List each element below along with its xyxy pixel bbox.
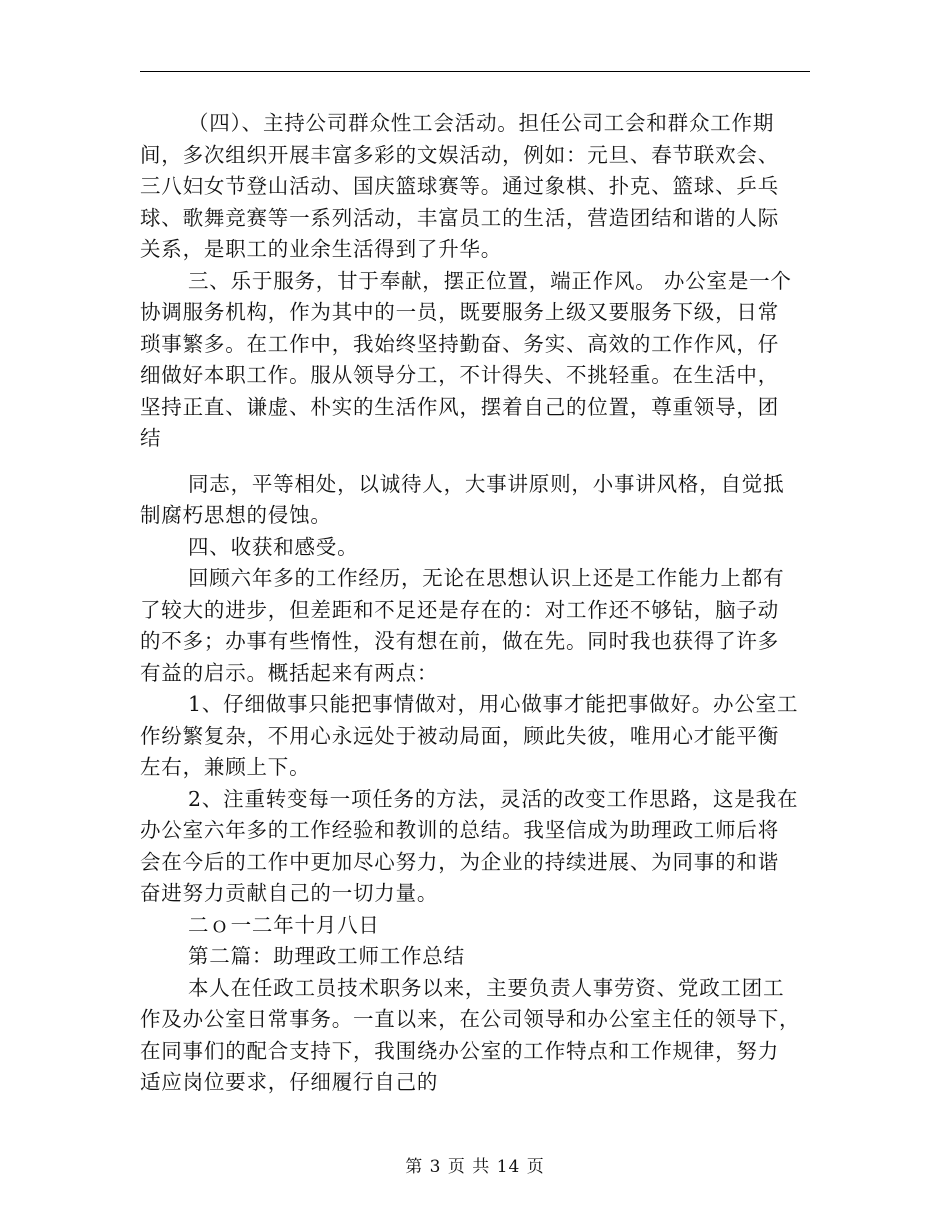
date-line: 二ｏ一二年十月八日 — [188, 912, 380, 937]
list-item-line: 奋进努力贡献自己的一切力量。 — [140, 881, 439, 905]
paragraph-line: 制腐朽思想的侵蚀。 — [140, 503, 332, 527]
paragraph-line: （四）、主持公司群众性工会活动。担任公司工会和群众工作期 — [188, 111, 775, 135]
paragraph-line: 回顾六年多的工作经历，无论在思想认识上还是工作能力上都有 — [188, 566, 785, 590]
list-item-line: 作纷繁复杂，不用心永远处于被动局面，顾此失彼，唯用心才能平衡 — [140, 723, 779, 748]
paragraph-line: 间，多次组织开展丰富多彩的文娱活动，例如：元旦、春节联欢会、 — [140, 142, 779, 167]
paragraph-line: 同志，平等相处，以诚待人，大事讲原则，小事讲风格，自觉抵 — [188, 471, 785, 496]
paragraph-line: 坚持正直、谦虚、朴实的生活作风，摆着自己的位置，尊重领导，团 — [140, 394, 779, 419]
list-item-line: 办公室六年多的工作经验和教训的总结。我坚信成为助理政工师后将 — [140, 818, 779, 842]
section-title: 第二篇：助理政工师工作总结 — [188, 944, 465, 968]
list-item-line: 会在今后的工作中更加尽心努力，为企业的持续进展、为同事的和谐 — [140, 849, 779, 874]
list-item-line: 左右，兼顾上下。 — [140, 755, 311, 779]
paragraph-line: 了较大的进步，但差距和不足还是存在的：对工作还不够钻，脑子动 — [140, 597, 779, 622]
paragraph-line: 协调服务机构，作为其中的一员，既要服务上级又要服务下级，日常 — [140, 300, 779, 324]
paragraph-line: 的不多；办事有些惰性，没有想在前，做在先。同时我也获得了许多 — [140, 629, 779, 653]
paragraph-line: 本人在任政工员技术职务以来，主要负责人事劳资、党政工团工 — [188, 975, 785, 1000]
list-item-line: 2、注重转变每一项任务的方法，灵活的改变工作思路，这是我在 — [188, 786, 799, 811]
paragraph-line: 球、歌舞竞赛等一系列活动，丰富员工的生活，营造团结和谐的人际 — [140, 205, 779, 230]
paragraph-line: 有益的启示。概括起来有两点： — [140, 660, 439, 685]
paragraph-line: 作及办公室日常事务。一直以来，在公司领导和办公室主任的领导下， — [140, 1007, 801, 1031]
section-heading: 四、收获和感受。 — [188, 534, 359, 559]
document-body — [140, 108, 810, 1099]
header-rule — [140, 71, 810, 72]
paragraph-line: 琐事繁多。在工作中，我始终坚持勤奋、务实、高效的工作作风，仔 — [140, 331, 779, 356]
paragraph-line: 在同事们的配合支持下，我围绕办公室的工作特点和工作规律，努力 — [140, 1038, 779, 1063]
paragraph-line: 适应岗位要求，仔细履行自己的 — [140, 1070, 439, 1094]
page-number-footer: 第 3 页 共 14 页 — [405, 1157, 545, 1177]
paragraph-line: 三八妇女节登山活动、国庆篮球赛等。通过象棋、扑克、篮球、乒乓 — [140, 174, 779, 198]
paragraph-line: 细做好本职工作。服从领导分工，不计得失、不挑轻重。在生活中， — [140, 363, 779, 387]
section-heading-line: 三、乐于服务，甘于奉献，摆正位置，端正作风。 办公室是一个 — [188, 268, 792, 293]
paragraph-line: 关系，是职工的业余生活得到了升华。 — [140, 237, 503, 261]
list-item-line: 1、仔细做事只能把事情做对，用心做事才能把事做好。办公室工 — [188, 692, 799, 716]
paragraph-line: 结 — [140, 426, 162, 450]
